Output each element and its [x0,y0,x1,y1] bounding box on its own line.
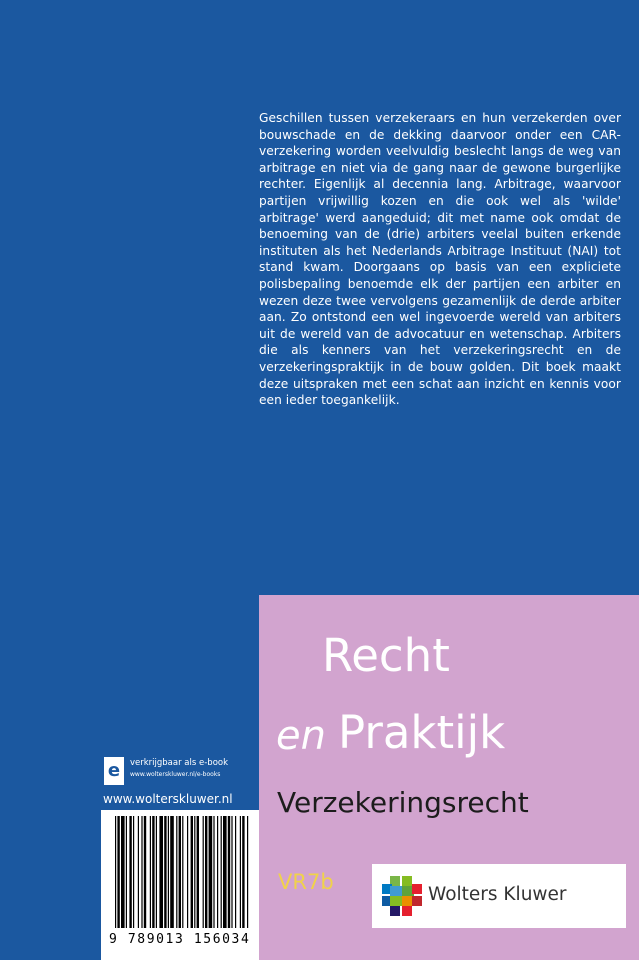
isbn-number: 9 789013 156034 [109,932,251,947]
ebook-label: verkrijgbaar als e-book [130,758,229,768]
series-title-recht: Recht [322,629,450,682]
barcode-bar [152,816,154,928]
subject-title: Verzekeringsrecht [277,786,529,819]
barcode-bar [203,816,204,928]
barcode-bar [187,816,188,928]
barcode-bar [129,816,131,928]
barcode-bar [141,816,142,928]
publisher-name: Wolters Kluwer [428,884,567,905]
barcode-bar [217,816,218,928]
series-title-praktijk: Praktijk [338,706,506,759]
back-cover-blurb: Geschillen tussen verzekeraars en hun verzekerden over bouwschade en de dekking daarvoor onder een CAR-verzekering worden veelvuldig beslecht langs de weg van arbitrage en niet via de gang naar de gewone burgerlijke rechter. Eigenlijk al decennia lang. Arbitrage, waarvoor partijen vrijwillig kozen en die ook wel als 'wilde' arbitrage' werd aangeduid; dit met name ook omdat de benoeming van de (drie) arbiters veelal buiten erkende instituten als het Nederlands Arbitrage Instituut (NAI) tot stand kwam. Doorgaans op basis van een expliciete polisbepaling benoemde elk der partijen een arbiter en wezen deze twee vervolgens gezamenlijk de derde arbiter aan. Zo ontstond een wel ingevoerde wereld van arbiters uit de wereld van de advocatuur en wetenschap. Arbiters die als kenners van het verzekeringsrecht en de verzekeringspraktijk in de bouw golden. Dit boek maakt deze uitspraken met een schat aan inzicht en kennis voor een ieder toegankelijk. [259,111,621,408]
barcode-bar [242,816,244,928]
barcode-bar [150,816,151,928]
barcode-bar [194,816,195,928]
barcode-bar [115,816,116,928]
e-book-icon [103,756,125,786]
barcode-bar [205,816,207,928]
barcode [101,810,259,960]
barcode-bar [235,816,236,928]
series-title-en: en [276,713,326,759]
barcode-bar [168,816,169,928]
barcode-bar [144,816,146,928]
barcode-bar [197,816,199,928]
publisher-website: www.wolterskluwer.nl [103,792,233,806]
wolters-kluwer-globe-icon [382,876,422,916]
barcode-bar [133,816,134,928]
barcode-bar [117,816,119,928]
barcode-bars [101,810,259,932]
svg-text:e: e [107,760,121,781]
barcode-bar [231,816,232,928]
barcode-bar [191,816,193,928]
barcode-bar [221,816,222,928]
barcode-bar [164,816,166,928]
barcode-bar [240,816,241,928]
ebook-url: www.wolterskluwer.nl/e-books [130,771,221,778]
barcode-bar [156,816,157,928]
publisher-logo-box [372,864,626,928]
barcode-bar [213,816,214,928]
barcode-bar [209,816,213,928]
barcode-bar [170,816,174,928]
barcode-bar [179,816,181,928]
barcode-bar [182,816,183,928]
barcode-bar [126,816,127,928]
barcode-bar [223,816,227,928]
barcode-bar [228,816,230,928]
volume-code: VR7b [278,870,334,894]
barcode-bar [176,816,177,928]
barcode-bar [159,816,163,928]
barcode-bar [138,816,139,928]
barcode-bar [121,816,125,928]
barcode-bar [247,816,248,928]
